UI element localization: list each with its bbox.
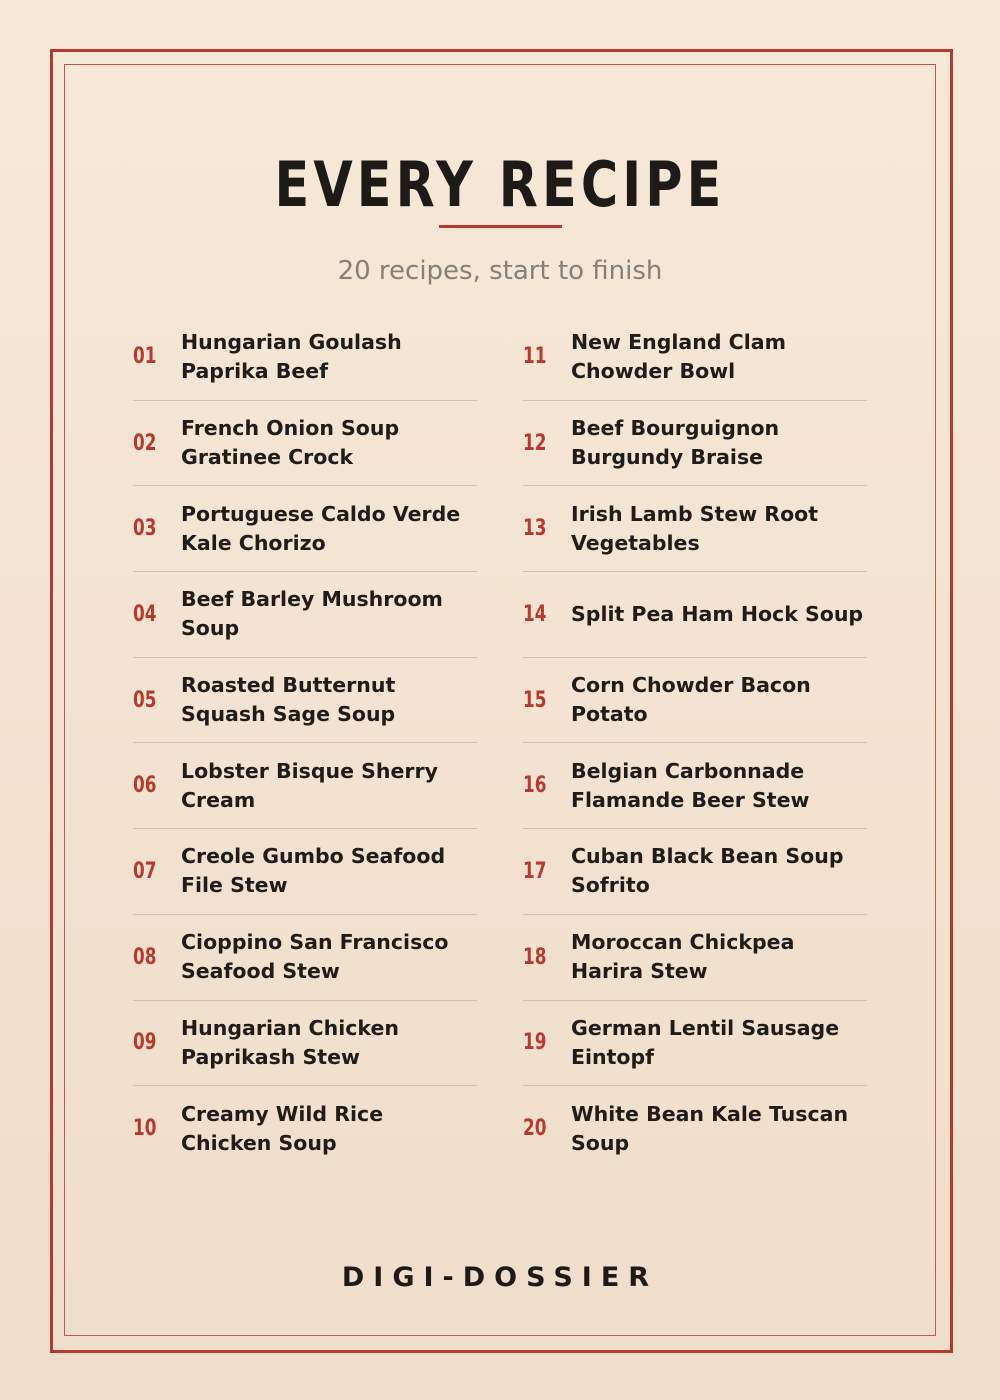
recipe-name: Roasted Butternut Squash Sage Soup xyxy=(181,673,396,727)
recipe-name: German Lentil Sausage Eintopf xyxy=(571,1015,840,1069)
recipe-number: 05 xyxy=(133,687,157,713)
title-underline xyxy=(439,225,562,228)
recipe-list-left xyxy=(133,314,477,1171)
list-item xyxy=(133,485,477,571)
recipe-name: Hungarian Goulash Paprika Beef xyxy=(181,329,402,383)
recipe-number: 02 xyxy=(133,430,157,456)
list-item xyxy=(133,1000,477,1086)
recipe-number: 18 xyxy=(523,944,547,970)
recipe-name: Beef Bourguignon Burgundy Braise xyxy=(571,416,780,470)
list-item xyxy=(133,400,477,486)
recipe-number: 04 xyxy=(133,601,157,627)
recipe-number: 01 xyxy=(133,344,157,370)
recipe-name: Lobster Bisque Sherry Cream xyxy=(181,758,438,812)
recipe-name: Moroccan Chickpea Harira Stew xyxy=(571,930,795,984)
list-item xyxy=(133,828,477,914)
recipe-number: 17 xyxy=(523,858,547,884)
recipe-number: 15 xyxy=(523,687,547,713)
page-subtitle: 20 recipes, start to finish xyxy=(337,256,663,286)
list-item xyxy=(133,657,477,743)
recipe-number: 03 xyxy=(133,516,157,542)
recipe-number: 07 xyxy=(133,858,157,884)
recipe-name: New England Clam Chowder Bowl xyxy=(571,329,786,383)
list-item xyxy=(133,314,477,400)
list-item xyxy=(523,1085,867,1171)
recipe-name: Irish Lamb Stew Root Vegetables xyxy=(571,501,819,555)
recipe-number: 19 xyxy=(523,1030,547,1056)
recipe-number: 11 xyxy=(523,344,547,370)
list-item xyxy=(133,914,477,1000)
recipe-name: Hungarian Chicken Paprikash Stew xyxy=(181,1015,399,1069)
recipe-name: Split Pea Ham Hock Soup xyxy=(571,601,864,626)
recipe-name: White Bean Kale Tuscan Soup xyxy=(571,1101,849,1155)
recipe-number: 20 xyxy=(523,1116,547,1142)
recipe-list-right xyxy=(523,314,867,1171)
list-item xyxy=(133,742,477,828)
list-item xyxy=(523,485,867,571)
list-item xyxy=(523,828,867,914)
recipe-number: 16 xyxy=(523,773,547,799)
list-item xyxy=(523,914,867,1000)
recipe-name: French Onion Soup Gratinee Crock xyxy=(181,416,400,470)
recipe-number: 14 xyxy=(523,601,547,627)
recipe-number: 06 xyxy=(133,773,157,799)
recipe-number: 08 xyxy=(133,944,157,970)
recipe-name: Beef Barley Mushroom Soup xyxy=(181,587,443,641)
list-item xyxy=(523,314,867,400)
recipe-name: Portuguese Caldo Verde Kale Chorizo xyxy=(181,501,461,555)
list-item xyxy=(523,571,867,657)
list-item xyxy=(133,1085,477,1171)
list-item xyxy=(523,400,867,486)
recipe-name: Creole Gumbo Seafood File Stew xyxy=(181,844,446,898)
recipe-number: 09 xyxy=(133,1030,157,1056)
list-item xyxy=(133,571,477,657)
list-item xyxy=(523,657,867,743)
recipe-name: Corn Chowder Bacon Potato xyxy=(571,673,811,727)
footer-brand: DIGI-DOSSIER xyxy=(341,1262,659,1293)
recipe-name: Creamy Wild Rice Chicken Soup xyxy=(181,1101,384,1155)
recipe-number: 13 xyxy=(523,516,547,542)
recipe-number: 10 xyxy=(133,1116,157,1142)
recipe-name: Cuban Black Bean Soup Sofrito xyxy=(571,844,844,898)
recipe-name: Cioppino San Francisco Seafood Stew xyxy=(181,930,449,984)
list-item xyxy=(523,742,867,828)
recipe-name: Belgian Carbonnade Flamande Beer Stew xyxy=(571,758,810,812)
recipe-number: 12 xyxy=(523,430,547,456)
page-title: EVERY RECIPE xyxy=(274,148,726,221)
list-item xyxy=(523,1000,867,1086)
